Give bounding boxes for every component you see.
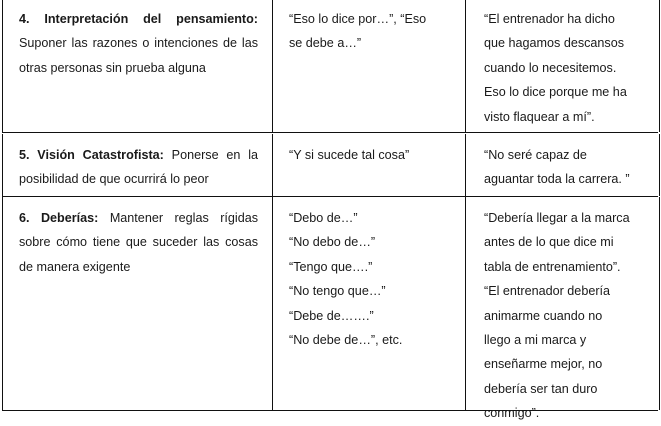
example-line: se debe a…”	[289, 36, 362, 51]
distortion-cell	[2, 0, 272, 132]
examples-cell	[272, 134, 465, 196]
example-line: “No debo de…”	[289, 235, 376, 250]
thought-cell	[465, 0, 660, 132]
distortion-term: 6. Deberías:	[19, 211, 99, 225]
thought-line: animarme cuando no	[484, 308, 603, 323]
thought-line: “El entrenador debería	[484, 284, 611, 299]
example-line: “Debo de…”	[289, 211, 358, 225]
thought-line: tabla de entrenamiento”.	[484, 259, 621, 274]
examples-cell	[272, 197, 465, 410]
example-line: “Tengo que….”	[289, 259, 373, 274]
thought-line: “No seré capaz de	[484, 147, 587, 162]
thought-line: enseñarme mejor, no	[484, 357, 603, 372]
thought-line: llego a mi marca y	[484, 333, 587, 348]
distortion-definition: Suponer las razones o intenciones de las otras personas sin prueba alguna	[19, 36, 258, 75]
distortion-cell	[2, 134, 272, 196]
thought-line: debería ser tan duro	[484, 381, 598, 396]
table-row	[2, 134, 658, 197]
distortions-table	[2, 0, 658, 421]
examples-cell	[272, 0, 465, 132]
thought-line: “Debería llegar a la marca	[484, 211, 630, 225]
distortion-cell	[2, 197, 272, 410]
example-line: “Y si sucede tal cosa”	[289, 147, 410, 162]
thought-line: visto flaquear a mí”.	[484, 109, 595, 124]
thought-cell	[465, 134, 660, 196]
thought-line: conmigo”.	[484, 406, 540, 421]
distortion-definition: Mantener reglas rígidas sobre cómo tiene que suceder las cosas de manera exigente	[19, 211, 259, 274]
thought-cell	[465, 197, 660, 421]
table-row	[2, 0, 658, 133]
thought-line: “El entrenador ha dicho	[484, 12, 615, 26]
thought-line: antes de lo que dice mi	[484, 235, 614, 250]
example-line: “Debe de…….”	[289, 308, 374, 323]
example-line: “No tengo que…”	[289, 284, 386, 299]
thought-line: aguantar toda la carrera. ”	[484, 171, 630, 186]
example-line: “No debe de…”, etc.	[289, 333, 403, 348]
distortion-term: 4. Interpretación del pensamiento:	[19, 12, 258, 26]
example-line: “Eso lo dice por…”, “Eso	[289, 12, 427, 26]
table-row	[2, 197, 658, 421]
distortion-term: 5. Visión Catastrofista:	[19, 147, 164, 162]
thought-line: Eso lo dice porque me ha	[484, 85, 627, 100]
distortion-definition: Ponerse en la posibilidad de que ocurrirá lo peor	[19, 147, 258, 186]
thought-line: que hagamos descansos	[484, 36, 625, 51]
thought-line: cuando lo necesitemos.	[484, 60, 617, 75]
